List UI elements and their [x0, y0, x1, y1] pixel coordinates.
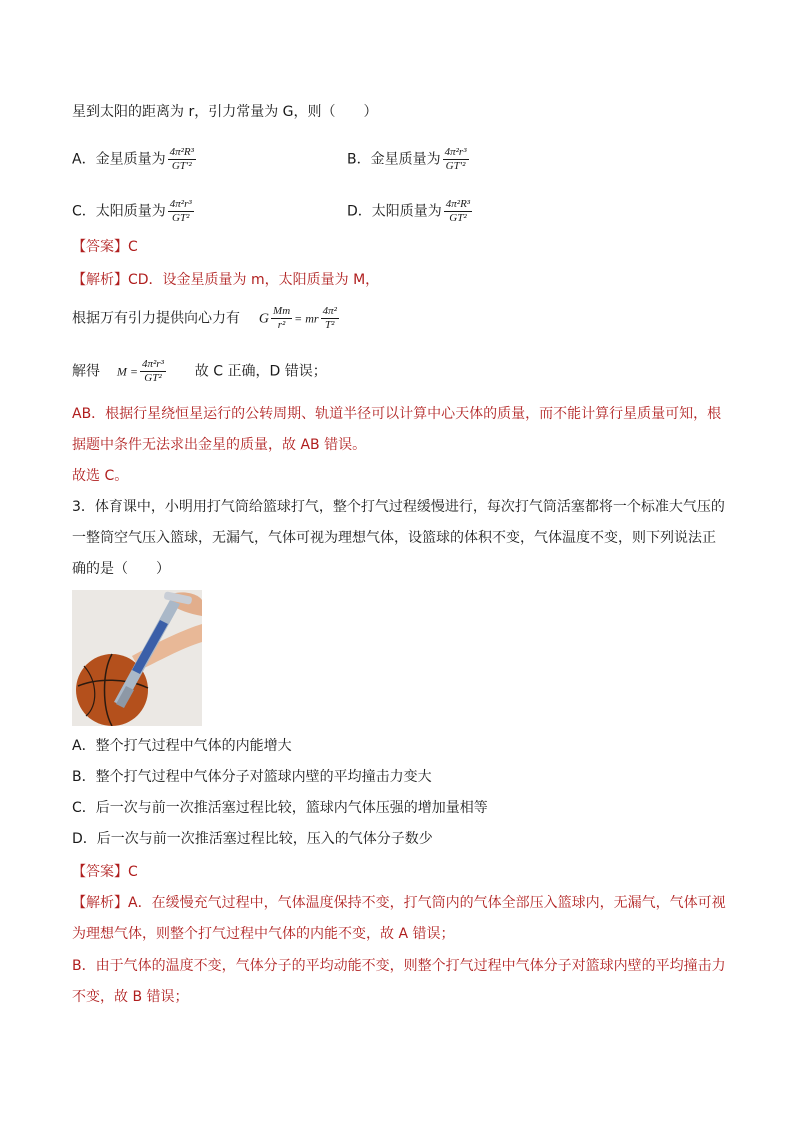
q2-stem-tail: 星到太阳的距离为 r，引力常量为 G，则（ ） [72, 104, 378, 120]
q2-option-b [347, 146, 471, 173]
analysis-text: CD．设金星质量为 m，太阳质量为 M， [128, 272, 380, 288]
q3-stem-line-1: 3．体育课中，小明用打气筒给篮球打气，整个打气过程缓慢进行，每次打气筒活塞都将一个标准大气压的 [72, 499, 725, 515]
analysis-text: 根据万有引力提供向心力有 [72, 310, 240, 327]
answer-tag: 【答案】 [72, 239, 128, 255]
analysis-tag: 【解析】 [72, 895, 128, 911]
option-fraction: $\frac{\text{4π²r³}}{\text{GT′²}}$ [444, 146, 467, 172]
answer-tag: 【答案】 [72, 864, 128, 880]
q2-analysis-ab-line-1: AB．根据行星绕恒星运行的公转周期、轨道半径可以计算中心天体的质量，而不能计算行星质量可知，根 [72, 406, 722, 422]
q3-analysis-b-line-1: B．由于气体的温度不变，气体分子的平均动能不变，则整个打气过程中气体分子对篮球内壁的平均撞击力 [72, 958, 726, 974]
option-fraction: $\frac{\text{4π²r³}}{\text{GT²}}$ [169, 198, 192, 224]
q2-analysis-ab-line-2: 据题中条件无法求出金星的质量，故 AB 错误。 [72, 437, 367, 453]
analysis-text: A．在缓慢充气过程中，气体温度保持不变，打气筒内的气体全部压入篮球内，无漏气，气体可视 [128, 895, 726, 911]
answer-value: C [128, 239, 138, 255]
q2-analysis-line-2 [72, 305, 341, 332]
answer-value: C [128, 864, 138, 880]
q3-answer [72, 862, 138, 882]
q2-option-d [347, 198, 474, 225]
q3-option-d: D．后一次与前一次推活塞过程比较，压入的气体分子数少 [72, 831, 433, 847]
option-fraction: $\frac{\text{4π²R³}}{\text{GT′²}}$ [169, 146, 194, 172]
q3-option-a: A．整个打气过程中气体的内能增大 [72, 738, 292, 754]
solve-prefix: 解得 [72, 363, 100, 380]
equation-lhs: M = [116, 364, 138, 379]
q3-analysis-a-line-1 [72, 893, 726, 913]
q2-option-c [72, 198, 196, 225]
q3-stem-line-2: 一整筒空气压入篮球，无漏气，气体可视为理想气体，设篮球的体积不变，气体温度不变，则下列说法正 [72, 530, 716, 546]
option-label: A．金星质量为 [72, 151, 166, 168]
equation-fraction-3: $\frac{\text{4π²r³}}{\text{GT²}}$ [142, 358, 164, 384]
option-label: B．金星质量为 [347, 151, 441, 168]
equation-mid: = mr [294, 311, 319, 326]
q2-conclusion: 故选 C。 [72, 468, 129, 484]
q3-stem-line-3: 确的是（ ） [72, 561, 170, 577]
solve-suffix: 故 C 正确，D 错误； [194, 363, 327, 380]
option-label: D．太阳质量为 [347, 203, 442, 220]
basketball-pump-illustration [72, 590, 202, 726]
q2-option-a [72, 146, 198, 173]
q3-option-b: B．整个打气过程中气体分子对篮球内壁的平均撞击力变大 [72, 769, 432, 785]
q3-analysis-b-line-2: 不变，故 B 错误； [72, 989, 189, 1005]
q3-analysis-a-line-2: 为理想气体，则整个打气过程中气体的内能不变，故 A 错误； [72, 926, 455, 942]
equation-fraction-2: $\frac{\text{4π²}}{\text{T²}}$ [322, 305, 337, 331]
q2-solve-line [72, 358, 327, 385]
option-label: C．太阳质量为 [72, 203, 166, 220]
option-fraction: $\frac{\text{4π²R³}}{\text{GT²}}$ [445, 198, 471, 224]
analysis-tag: 【解析】 [72, 272, 128, 288]
q3-option-c: C．后一次与前一次推活塞过程比较，篮球内气体压强的增加量相等 [72, 800, 488, 816]
q2-analysis-line-1 [72, 270, 379, 290]
equation-fraction-1: $\frac{Mm}{\text{r²}}$ [273, 305, 291, 331]
equation-g: G [258, 311, 270, 327]
q2-answer [72, 237, 138, 257]
basketball-pump-photo [72, 590, 202, 726]
